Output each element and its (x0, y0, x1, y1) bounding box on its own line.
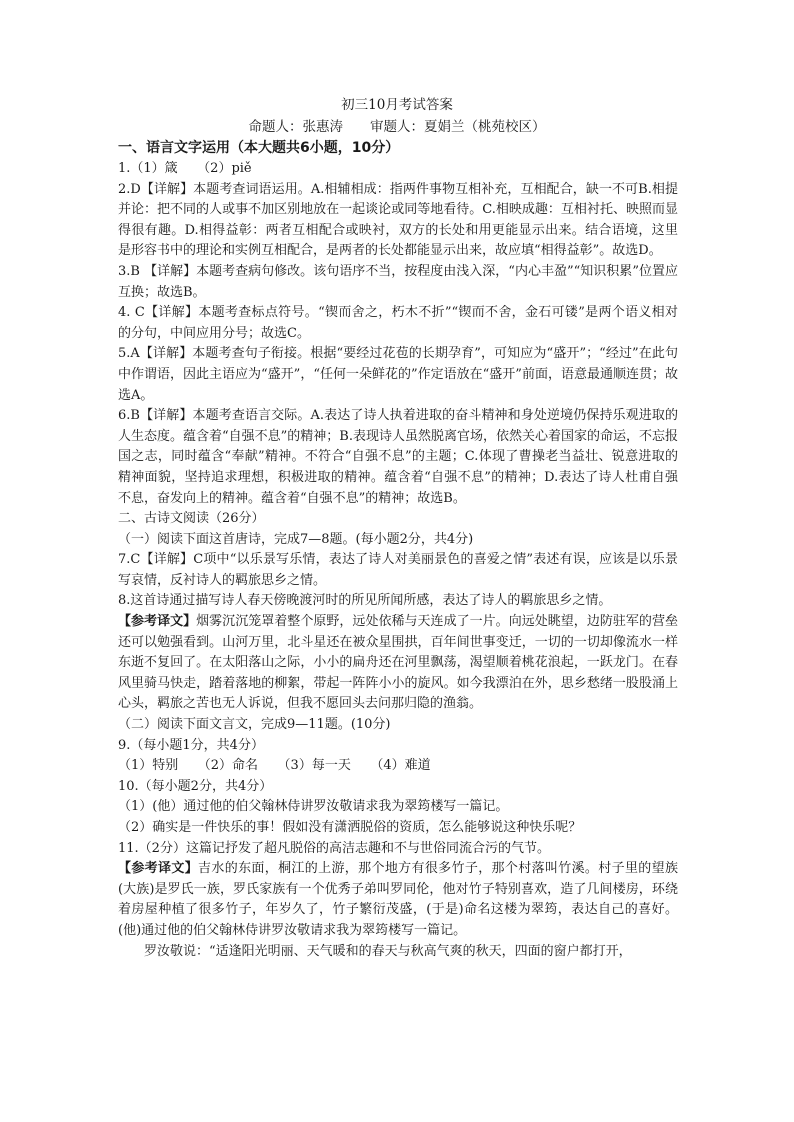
author-line: 命题人：张惠涛 审题人：夏娟兰（桃苑校区） (248, 119, 546, 135)
reference-label: 【参考译文】 (118, 861, 199, 877)
reference-text: 烟雾沉沉笼罩着整个原野，远处依稀与天连成了一片。向远处眺望，边防驻军的营垒还可以勉强看到。山河万里，北斗星还在被众星围拱，百年间世事变迁，一切的一切却像流水一样东逝不复回了。在太阳落山之际，小小的扁舟还在河里飘荡，渴望顺着桃花浪起，一跃龙门。在春风里骑马快走，踏着落地的柳絮，带起一阵阵小小的旋风。如今我漂泊在外，思乡愁绪一股股涌上心头，羁旅之苦也无人诉说，但我不愿回头去问那归隐的渔翁。 (118, 614, 678, 712)
answer-q10-item-1: （1）(他）通过他的伯父翰林侍讲罗汝敬请求我为翠筠楼写一篇记。 (118, 799, 509, 815)
section-heading-2: 二、古诗文阅读（26分） (118, 511, 265, 527)
answer-q11: 11.（2分）这篇记抒发了超凡脱俗的高洁志趣和不与世俗同流合污的气节。 (118, 840, 550, 856)
answer-q9-items: （1）特别 （2）命名 （3）每一天 （4）难道 (118, 758, 431, 774)
page-title: 初三10月考试答案 (341, 97, 453, 113)
answer-q1: 1.（1）箴 （2）piě (118, 161, 252, 176)
answer-q4: 4. C【详解】本题考查标点符号。“锲而舍之，朽木不折”“锲而不舍，金石可镂”是两个语义相对的分句，中间应用分号；故选C。 (118, 305, 678, 341)
translation-quote: 罗汝敬说：“适逢阳光明丽、天气暖和的春天与秋高气爽的秋天，四面的窗户都打开， (144, 943, 632, 959)
answer-q10-heading: 10.（每小题2分，共4分） (118, 778, 273, 794)
part-heading-poem: （一）阅读下面这首唐诗，完成7—8题。(每小题2分，共4分) (118, 531, 474, 547)
reference-translation-poem (118, 612, 678, 715)
answer-q9-heading: 9.（每小题1分，共4分） (118, 737, 264, 753)
section-heading-1: 一、语言文字运用（本大题共6小题，10分） (118, 140, 400, 156)
answer-q3: 3.B 【详解】本题考查病句修改。该句语序不当，按程度由浅入深，“内心丰盈”“知识积累”位置应互换；故选B。 (118, 263, 678, 300)
answer-q5: 5.A【详解】本题考查句子衔接。根据“要经过花苞的长期孕育”，可知应为“盛开”；“经过”在此句中作谓语，因此主语应为“盛开”，“任何一朵鲜花的”作定语放在“盛开”前面，语意最通顺连贯；故选A。 (118, 346, 678, 403)
answer-q8: 8.这首诗通过描写诗人春天傍晚渡河时的所见所闻所感，表达了诗人的羁旅思乡之情。 (118, 593, 612, 609)
reference-label: 【参考译文】 (118, 614, 197, 630)
part-heading-prose: （二）阅读下面文言文，完成9—11题。(10分) (118, 717, 391, 733)
answer-content (118, 138, 678, 962)
answer-q7: 7.C【详解】C项中“以乐景写乐情，表达了诗人对美丽景色的喜爱之情”表述有误，应该是以乐景写哀情，反衬诗人的羁旅思乡之情。 (118, 552, 678, 588)
answer-q2: 2.D【详解】本题考查词语运用。A.相辅相成：指两件事物互相补充，互相配合，缺一不可B.相提并论：把不同的人或事不加区别地放在一起谈论或同等地看待。C.相映成趣：互相衬托、映照而显得很有趣。D.相得益彰：两者互相配合或映衬，双方的长处和用更能显示出来。结合语境，这里是形容书中的理论和实例互相配合，是两者的长处都能显示出来，故应填“相得益彰”。故选D。 (118, 181, 678, 259)
reference-translation-prose (118, 859, 678, 941)
reference-text: 吉水的东面，桐江的上游，那个地方有很多竹子，那个村落叫竹溪。村子里的望族(大族)是罗氏一族，罗氏家族有一个优秀子弟叫罗同伦，他对竹子特别喜欢，造了几间楼房，环绕着房屋种植了很多竹子，年岁久了，竹子繁衍茂盛，(于是)命名这楼为翠筠，表达自己的喜好。(他)通过他的伯父翰林侍讲罗汝敬请求我为翠筠楼写一篇记。 (118, 861, 678, 938)
answer-q10-item-2: （2）确实是一件快乐的事！假如没有潇洒脱俗的资质，怎么能够说这种快乐呢？ (118, 820, 582, 835)
answer-q6: 6.B【详解】本题考查语言交际。A.表达了诗人执着进取的奋斗精神和身处逆境仍保持乐观进取的人生态度。蕴含着“自强不息”的精神；B.表现诗人虽然脱离官场，依然关心着国家的命运，不忘报国之志，同时蕴含“奉献”精神。不符合“自强不息”的主题；C.体现了曹操老当益壮、锐意进取的精神面貌，坚持追求理想，积极进取的精神。蕴含着“自强不息”的精神；D.表达了诗人杜甫自强不息，奋发向上的精神。蕴含着“自强不息”的精神；故选B。 (118, 408, 678, 506)
